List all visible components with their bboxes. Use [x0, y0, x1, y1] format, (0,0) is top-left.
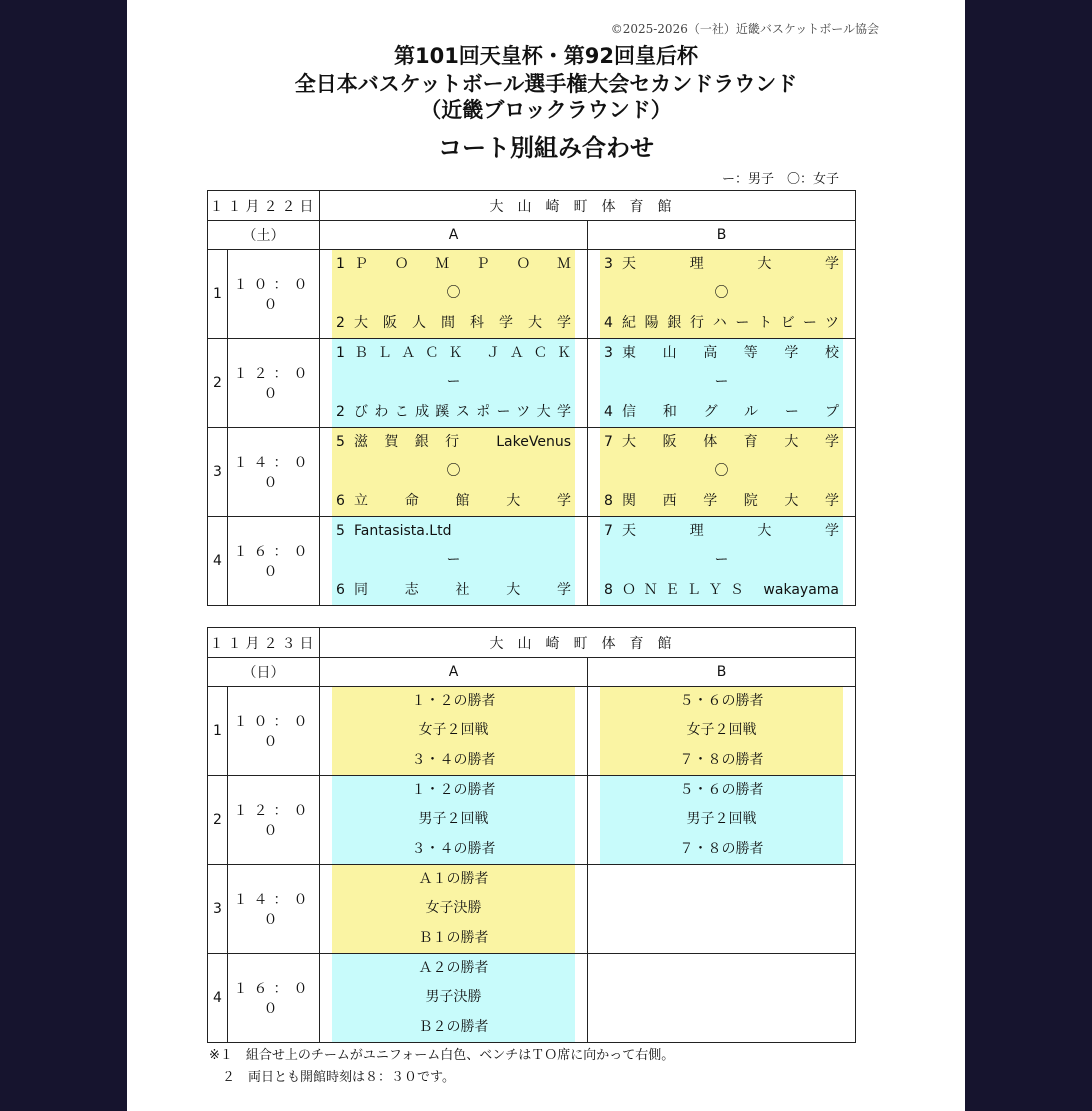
team-line	[332, 309, 575, 338]
team-name: びわこ成蹊スポーツ大学	[354, 403, 571, 420]
slot-time: １４：００	[228, 428, 320, 517]
match-line: ７・８の勝者	[679, 840, 764, 857]
match-box	[332, 250, 575, 338]
team-line	[600, 576, 843, 605]
match-cell-a	[320, 250, 588, 339]
match-line: Ａ２の勝者	[418, 960, 489, 976]
team-line	[332, 428, 575, 457]
match-round: 女子２回戦	[418, 722, 489, 739]
match-line: ５・６の勝者	[679, 782, 764, 798]
team-seed: 7	[604, 434, 613, 450]
match-cell-b	[588, 954, 856, 1043]
table-row	[208, 250, 856, 339]
team-seed: 3	[604, 256, 613, 272]
match-box	[332, 776, 575, 864]
table-row	[208, 339, 856, 428]
footnotes	[209, 1045, 674, 1089]
gender-legend: ー：男子 〇：女子	[721, 172, 839, 187]
match-round: 男子決勝	[425, 989, 482, 1006]
match-line: Ｂ２の勝者	[418, 1018, 489, 1035]
match-box	[600, 428, 843, 516]
team-seed: 5	[336, 434, 345, 450]
day2-schedule-table	[207, 627, 856, 1043]
team-name: 滋賀銀行 LakeVenus	[354, 434, 571, 450]
team-seed: 6	[336, 581, 345, 598]
gender-mark: 〇	[714, 463, 729, 480]
match-cell-b	[588, 865, 856, 954]
slot-number: 3	[208, 865, 228, 954]
day2-date: １１月２３日	[208, 628, 320, 658]
gender-mark: 〇	[446, 285, 461, 302]
team-line	[332, 339, 575, 368]
page-subtitle: コート別組み合わせ	[438, 134, 654, 162]
match-cell-a	[320, 865, 588, 954]
slot-number: 4	[208, 517, 228, 606]
day1-court-b: B	[588, 221, 856, 250]
match-box	[332, 517, 575, 605]
match-cell-a	[320, 339, 588, 428]
team-seed: 5	[336, 523, 345, 539]
team-line	[332, 398, 575, 427]
match-cell-a	[320, 428, 588, 517]
table-row	[208, 517, 856, 606]
document-page	[127, 0, 965, 1111]
gender-mark: ー	[714, 374, 729, 391]
team-seed: 1	[336, 345, 345, 361]
team-seed: 8	[604, 492, 613, 509]
team-name: 東山高等学校	[622, 345, 839, 361]
team-seed: 1	[336, 256, 345, 272]
match-cell-b	[588, 687, 856, 776]
team-name: 天理大学	[622, 523, 839, 539]
day1-date: １１月２２日	[208, 191, 320, 221]
match-box	[600, 687, 843, 775]
match-box	[600, 250, 843, 338]
day1-weekday: （土）	[208, 221, 320, 250]
match-box	[332, 954, 575, 1042]
table-row	[208, 954, 856, 1043]
gender-mark: ー	[714, 552, 729, 569]
team-line	[600, 517, 843, 546]
match-box	[332, 865, 575, 953]
title-line-2: 全日本バスケットボール選手権大会セカンドラウンド	[294, 72, 798, 96]
team-line	[600, 398, 843, 427]
slot-number: 2	[208, 339, 228, 428]
team-seed: 2	[336, 314, 345, 331]
match-line: ７・８の勝者	[679, 751, 764, 768]
table-row	[208, 865, 856, 954]
gender-mark: ー	[446, 374, 461, 391]
match-line: １・２の勝者	[411, 693, 496, 709]
slot-time: １２：００	[228, 339, 320, 428]
match-line: Ｂ１の勝者	[418, 929, 489, 946]
day2-venue: 大山崎町体育館	[320, 628, 856, 658]
team-name: ＰＯＭＰＯＭ	[354, 256, 571, 272]
slot-time: １４：００	[228, 865, 320, 954]
slot-number: 2	[208, 776, 228, 865]
match-cell-b	[588, 250, 856, 339]
match-cell-b	[588, 428, 856, 517]
team-line	[332, 576, 575, 605]
team-seed: 7	[604, 523, 613, 539]
team-seed: 6	[336, 492, 345, 509]
copyright-notice: ©2025-2026（一社）近畿バスケットボール協会	[610, 22, 879, 36]
team-name: ＯＮＥＬＹＳ wakayama	[622, 581, 839, 598]
team-line	[600, 339, 843, 368]
team-seed: 3	[604, 345, 613, 361]
match-cell-a	[320, 954, 588, 1043]
day2-weekday: （日）	[208, 658, 320, 687]
slot-time: １６：００	[228, 517, 320, 606]
team-name: Fantasista.Ltd	[354, 523, 452, 539]
team-seed: 8	[604, 581, 613, 598]
match-line: ５・６の勝者	[679, 693, 764, 709]
team-seed: 2	[336, 403, 345, 420]
slot-number: 1	[208, 250, 228, 339]
match-line: Ａ１の勝者	[418, 871, 489, 887]
match-cell-b	[588, 776, 856, 865]
team-seed: 4	[604, 314, 613, 331]
match-box	[332, 687, 575, 775]
match-cell-b	[588, 339, 856, 428]
team-name: 同志社大学	[354, 581, 571, 598]
slot-time: １０：００	[228, 687, 320, 776]
gender-mark: 〇	[714, 285, 729, 302]
match-cell-a	[320, 687, 588, 776]
match-round: 女子２回戦	[686, 722, 757, 739]
slot-time: １０：００	[228, 250, 320, 339]
team-line	[332, 487, 575, 516]
match-box	[332, 339, 575, 427]
team-name: 天理大学	[622, 256, 839, 272]
match-round: 女子決勝	[425, 900, 482, 917]
match-round: 男子２回戦	[686, 811, 757, 828]
match-box	[600, 776, 843, 864]
team-name: 信和グループ	[622, 403, 839, 420]
match-box	[332, 428, 575, 516]
day1-schedule-table	[207, 190, 856, 606]
slot-time: １６：００	[228, 954, 320, 1043]
slot-number: 1	[208, 687, 228, 776]
day2-court-b: B	[588, 658, 856, 687]
team-line	[600, 250, 843, 279]
team-name: 紀陽銀行ハートビーツ	[622, 314, 839, 331]
title-line-3: （近畿ブロックラウンド）	[420, 98, 672, 122]
match-box	[600, 517, 843, 605]
team-seed: 4	[604, 403, 613, 420]
match-cell-a	[320, 517, 588, 606]
team-line	[332, 250, 575, 279]
day2-court-a: A	[320, 658, 588, 687]
match-line: １・２の勝者	[411, 782, 496, 798]
team-name: 大阪体育大学	[622, 434, 839, 450]
match-cell-a	[320, 776, 588, 865]
day1-venue: 大山崎町体育館	[320, 191, 856, 221]
day1-court-a: A	[320, 221, 588, 250]
team-line	[600, 309, 843, 338]
match-line: ３・４の勝者	[411, 840, 496, 857]
match-cell-b	[588, 517, 856, 606]
table-row	[208, 428, 856, 517]
match-round: 男子２回戦	[418, 811, 489, 828]
team-line	[332, 517, 575, 546]
slot-number: 4	[208, 954, 228, 1043]
team-name: ＢＬＡＣＫ ＪＡＣＫ	[354, 345, 571, 361]
slot-time: １２：００	[228, 776, 320, 865]
team-line	[600, 428, 843, 457]
title-line-1: 第101回天皇杯・第92回皇后杯	[393, 44, 699, 68]
gender-mark: 〇	[446, 463, 461, 480]
team-name: 立命館大学	[354, 492, 571, 509]
team-name: 関西学院大学	[622, 492, 839, 509]
table-row	[208, 776, 856, 865]
slot-number: 3	[208, 428, 228, 517]
note-2: ２ 両日とも開館時刻は８：３０です。	[209, 1070, 455, 1085]
match-line: ３・４の勝者	[411, 751, 496, 768]
note-1: ※１ 組合せ上のチームがユニフォーム白色、ベンチはＴＯ席に向かって右側。	[209, 1048, 675, 1063]
team-name: 大阪人間科学大学	[354, 314, 571, 331]
match-box	[600, 339, 843, 427]
team-line	[600, 487, 843, 516]
table-row	[208, 687, 856, 776]
gender-mark: ー	[446, 552, 461, 569]
